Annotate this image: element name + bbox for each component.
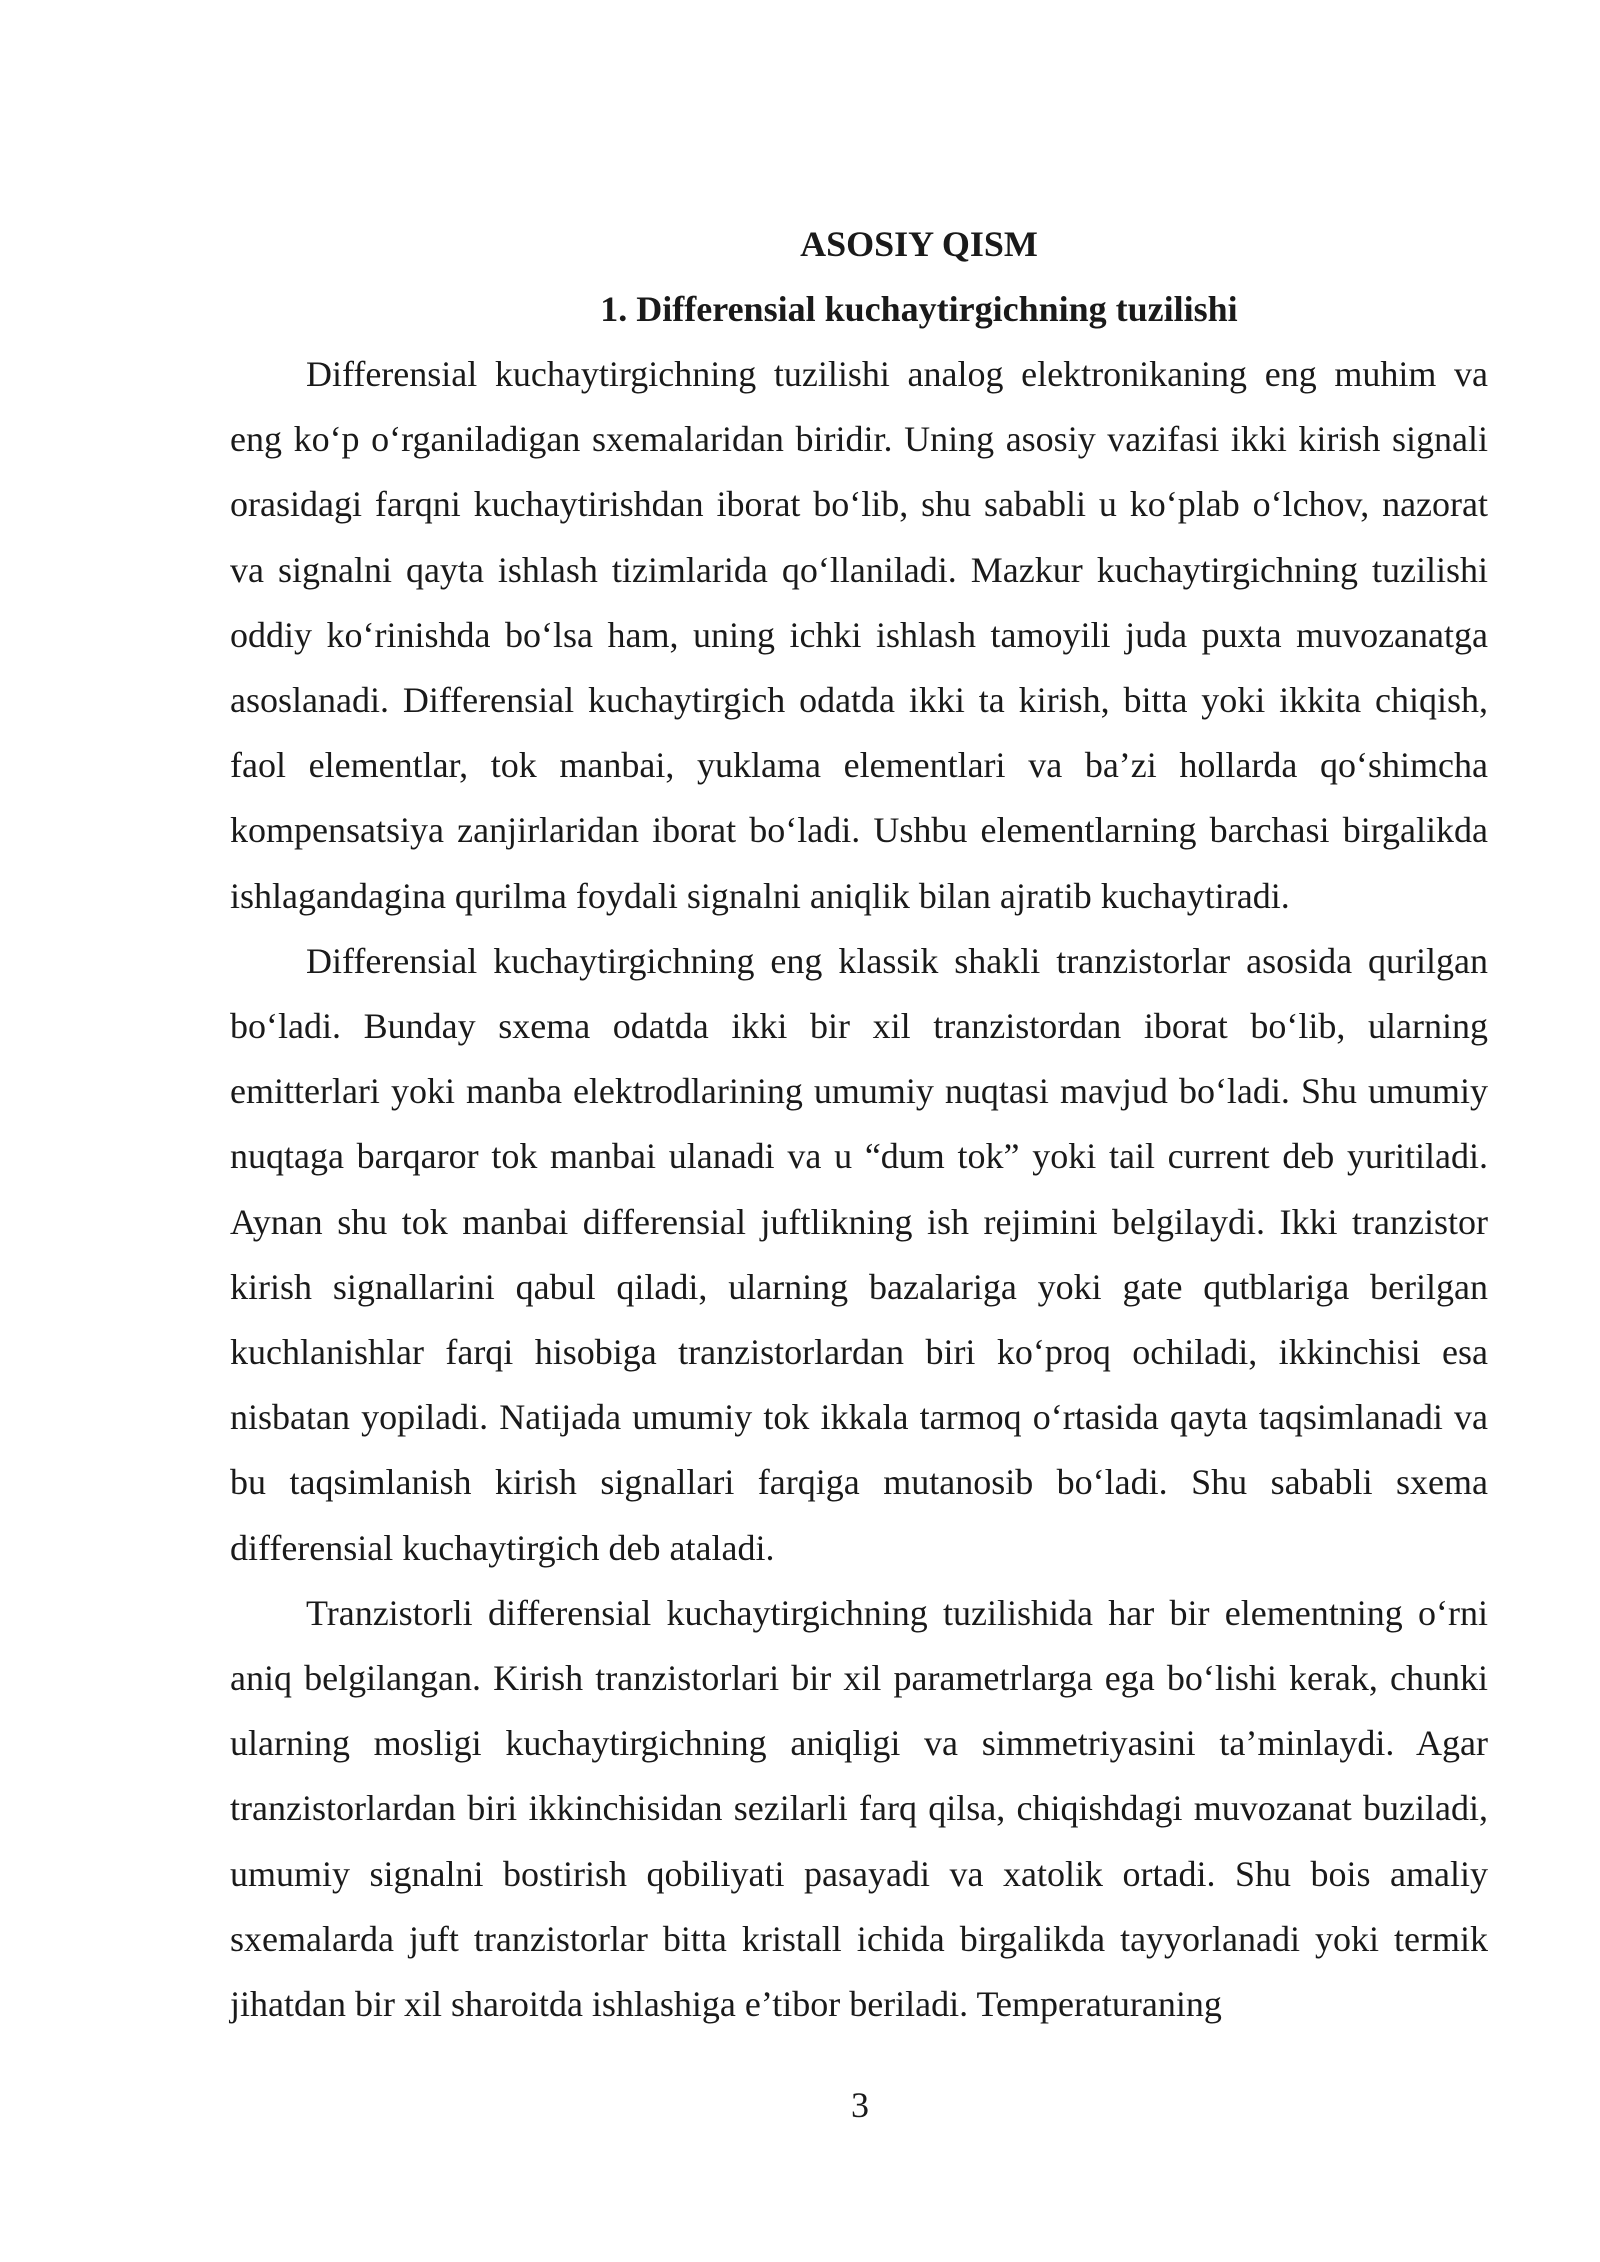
paragraph-1: Differensial kuchaytirgichning tuzilishi analog elektronikaning eng muhim va eng ko‘p o‘rganiladigan sxemalaridan biridir. Uning asosiy vazifasi ikki kirish signali orasidagi farqni kuchaytirishdan iborat bo‘lib, shu sababli u ko‘plab o‘lchov, nazorat va signalni qayta ishlash tizimlarida qo‘llaniladi. Mazkur kuchaytirgichning tuzilishi oddiy ko‘rinishda bo‘lsa ham, uning ichki ishlash tamoyili juda puxta muvozanatga asoslanadi. Differensial kuchaytirgich odatda ikki ta kirish, bitta yoki ikkita chiqish, faol elementlar, tok manbai, yuklama elementlari va ba’zi hollarda qo‘shimcha kompensatsiya zanjirlaridan iborat bo‘ladi. Ushbu elementlarning barchasi birgalikda ishlagandagina qurilma foydali signalni aniqlik bilan ajratib kuchaytiradi. <box>230 354 1488 916</box>
page-content <box>230 212 1488 2037</box>
paragraph-3: Tranzistorli differensial kuchaytirgichning tuzilishida har bir elementning o‘rni aniq belgilangan. Kirish tranzistorlari bir xil parametrlarga ega bo‘lishi kerak, chunki ularning mosligi kuchaytirgichning aniqligi va simmetriyasini ta’minlaydi. Agar tranzistorlardan biri ikkinchisidan sezilarli farq qilsa, chiqishdagi muvozanat buziladi, umumiy signalni bostirish qobiliyati pasayadi va xatolik ortadi. Shu bois amaliy sxemalarda juft tranzistorlar bitta kristall ichida birgalikda tayyorlanadi yoki termik jihatdan bir xil sharoitda ishlashiga e’tibor beriladi. Temperaturaning <box>230 1592 1488 2025</box>
chapter-title: 1. Differensial kuchaytirgichning tuzilishi <box>600 289 1238 329</box>
section-title: ASOSIY QISM <box>800 224 1038 264</box>
page-number: 3 <box>851 2085 869 2125</box>
paragraph-2: Differensial kuchaytirgichning eng klassik shakli tranzistorlar asosida qurilgan bo‘ladi. Bunday sxema odatda ikki bir xil tranzistordan iborat bo‘lib, ularning emitterlari yoki manba elektrodlarining umumiy nuqtasi mavjud bo‘ladi. Shu umumiy nuqtaga barqaror tok manbai ulanadi va u “dum tok” yoki tail current deb yuritiladi. Aynan shu tok manbai differensial juftlikning ish rejimini belgilaydi. Ikki tranzistor kirish signallarini qabul qiladi, ularning bazalariga yoki gate qutblariga berilgan kuchlanishlar farqi hisobiga tranzistorlardan biri ko‘proq ochiladi, ikkinchisi esa nisbatan yopiladi. Natijada umumiy tok ikkala tarmoq o‘rtasida qayta taqsimlanadi va bu taqsimlanish kirish signallari farqiga mutanosib bo‘ladi. Shu sababli sxema differensial kuchaytirgich deb ataladi. <box>230 940 1488 1568</box>
